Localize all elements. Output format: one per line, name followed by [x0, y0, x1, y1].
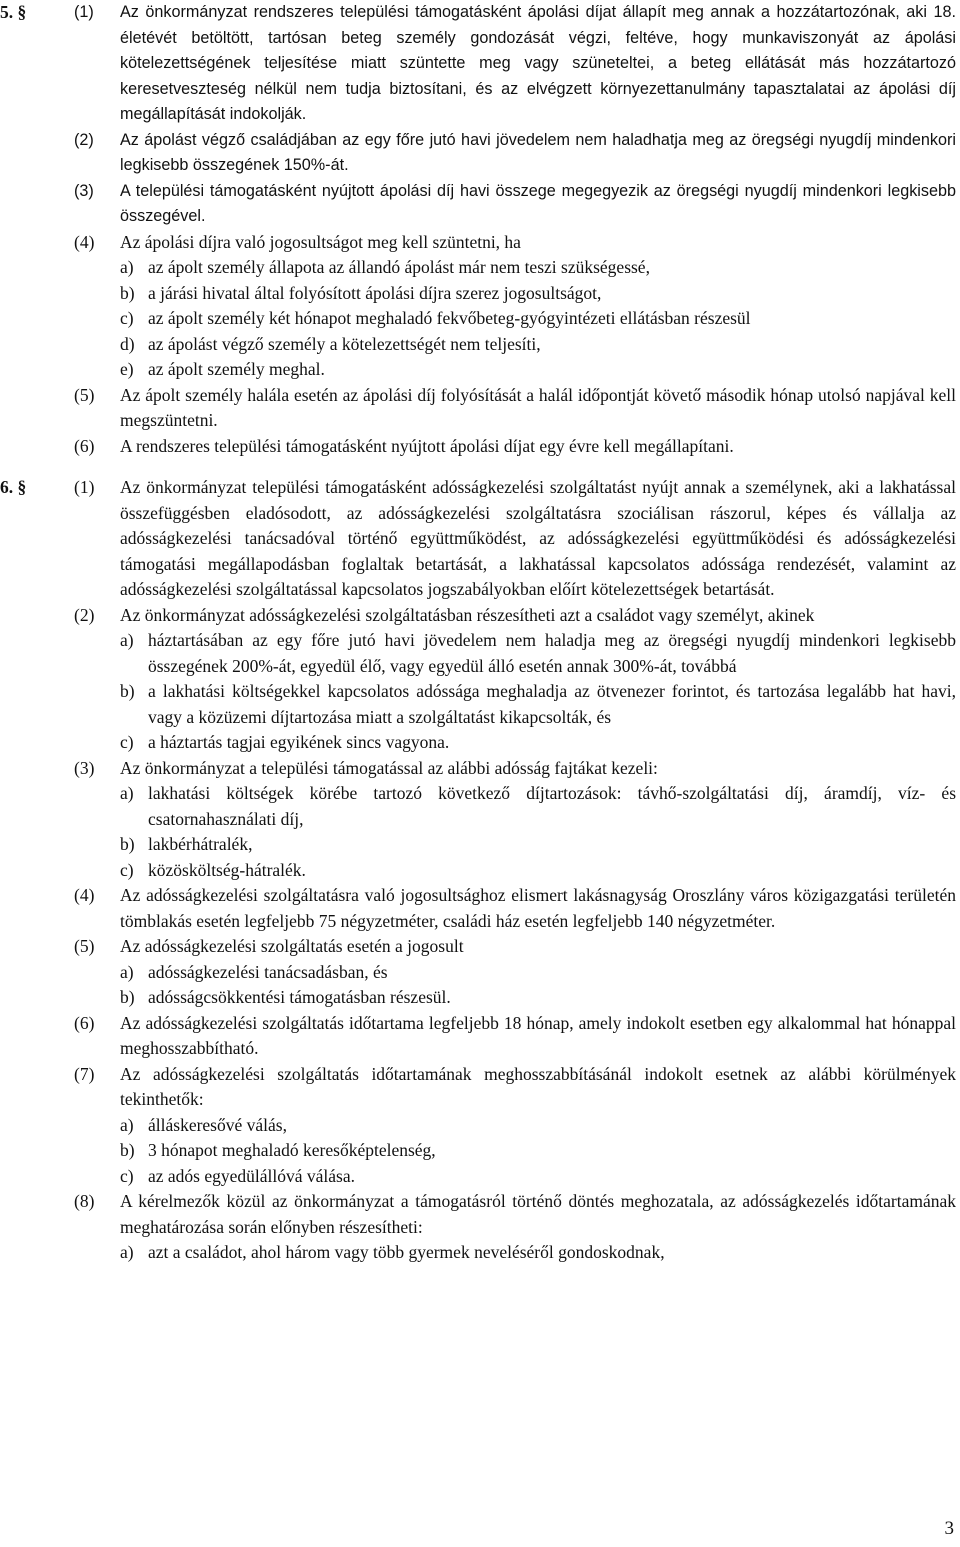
paragraph	[0, 883, 960, 934]
paragraph	[0, 0, 960, 128]
paragraph-number: (2)	[74, 604, 95, 625]
list-item-text: az ápolt személy két hónapot meghaladó fekvőbeteg-gyógyintézeti ellátásban részesül	[148, 308, 751, 328]
list-item-letter: a)	[120, 257, 134, 277]
list-item-text: háztartásában az egy főre jutó havi jövedelem nem haladja meg az öregségi nyugdíj mindenkori legkisebb összegének 200%-át, egyedül élő, vagy egyedül álló esetén annak 300%-át, továbbá	[148, 630, 956, 676]
paragraph	[0, 475, 960, 603]
list-item-text: lakhatási költségek körébe tartozó következő díjtartozások: távhő-szolgáltatási díj, áramdíj, víz- és csatornahasználati díj,	[148, 783, 956, 829]
list-item-text: 3 hónapot meghaladó keresőképtelenség,	[148, 1140, 436, 1160]
paragraph	[0, 434, 960, 460]
list-item-text: az ápolt személy meghal.	[148, 359, 325, 379]
list-item-text: az ápolt személy állapota az állandó ápolást már nem teszi szükségessé,	[148, 257, 650, 277]
list-item-letter: d)	[120, 333, 135, 354]
paragraph-text: Az önkormányzat települési támogatásként adósságkezelési szolgáltatást nyújt annak a személynek, aki a lakhatással összefüggésben eladósodott, az adósságkezelési szolgáltatásra szociálisan rászorul, képes és vállalja az adósságkezelési tanácsadóval történő együttműködést, az adósságkezelési együttműködési és adósságkezelési támogatási megállapodásban foglaltak betartását, a lakhatással kapcsolatos adóssága rendezését, valamint az adósságkezelési szolgáltatással kapcsolatos jogszabályokban előírt kötelezettségek betartását.	[120, 477, 956, 599]
paragraph-list	[0, 475, 960, 1266]
list-item	[0, 306, 960, 332]
list-item-text: azt a családot, ahol három vagy több gyermek neveléséről gondoskodnak,	[148, 1242, 665, 1262]
paragraph	[0, 756, 960, 782]
paragraph	[0, 1011, 960, 1062]
paragraph	[0, 383, 960, 434]
paragraph	[0, 128, 960, 179]
paragraph-text: Az adósságkezelési szolgáltatás időtartama legfeljebb 18 hónap, amely indokolt esetben egy alkalommal hat hónappal meghosszabbítható.	[120, 1012, 956, 1058]
list-item	[0, 730, 960, 756]
list-item	[0, 985, 960, 1011]
list-item-text: adósságcsökkentési támogatásban részesül.	[148, 987, 451, 1007]
paragraph-number: (3)	[74, 757, 95, 778]
paragraph-number: (8)	[74, 1191, 95, 1211]
list-item-text: közösköltség-hátralék.	[148, 859, 306, 880]
list-item	[0, 1113, 960, 1139]
list-item-letter: c)	[120, 1165, 134, 1186]
paragraph-number: (5)	[74, 936, 95, 956]
list-item-text: a háztartás tagjai egyikének sincs vagyona.	[148, 732, 450, 752]
paragraph	[0, 934, 960, 960]
list-item-letter: a)	[120, 961, 134, 982]
paragraph-text: Az önkormányzat a települési támogatással az alábbi adósság fajtákat kezeli:	[120, 757, 658, 778]
paragraph-number: (5)	[74, 384, 95, 405]
list-item	[0, 255, 960, 281]
paragraph-number: (2)	[74, 130, 94, 149]
section-gap	[0, 459, 960, 475]
paragraph-text: A rendszeres települési támogatásként nyújtott ápolási díjat egy évre kell megállapítani.	[120, 435, 734, 456]
list-item-text: lakbérhátralék,	[148, 834, 253, 854]
list-item	[0, 332, 960, 358]
list-item-letter: b)	[120, 1140, 135, 1160]
list-item-letter: a)	[120, 630, 134, 650]
paragraph-text: Az önkormányzat adósságkezelési szolgáltatásban részesítheti azt a családot vagy személyt, akinek	[120, 604, 815, 625]
section-number: 5. §	[0, 2, 27, 22]
paragraph-text: Az ápolást végző családjában az egy főre jutó havi jövedelem nem haladhatja meg az öregségi nyugdíj mindenkori legkisebb összegének 150%-át.	[120, 130, 956, 174]
list-item-text: a lakhatási költségekkel kapcsolatos adóssága meghaladja az ötvenezer forintot, és tartozása legalább hat havi, vagy a közüzemi díjtartozása miatt a szolgáltatást kikapcsolták, és	[148, 681, 956, 727]
list-item-text: a járási hivatal által folyósított ápolási díjra szerez jogosultságot,	[148, 282, 602, 303]
list-item-letter: c)	[120, 732, 134, 752]
list-item-letter: a)	[120, 1242, 134, 1262]
list-item-letter: b)	[120, 987, 135, 1007]
list-item-letter: e)	[120, 359, 134, 379]
paragraph-number: (1)	[74, 477, 95, 497]
section-number: 6. §	[0, 477, 27, 497]
list-item-letter: b)	[120, 282, 135, 303]
list-item-letter: c)	[120, 308, 134, 328]
list-item-text: az adós egyedülállóvá válása.	[148, 1165, 355, 1186]
paragraph-text: A kérelmezők közül az önkormányzat a támogatásról történő döntés meghozatala, az adósságkezelés időtartamának meghatározása során előnyben részesítheti:	[120, 1191, 956, 1237]
paragraph-text: Az ápolt személy halála esetén az ápolási díj folyósítását a halál időpontját követő második hónap utolsó napjával kell megszüntetni.	[120, 384, 956, 430]
paragraph-number: (1)	[74, 3, 94, 21]
paragraph-text: Az adósságkezelési szolgáltatás esetén a jogosult	[120, 936, 464, 956]
list-item-letter: c)	[120, 859, 134, 880]
paragraph-number: (6)	[74, 1012, 95, 1033]
list-item	[0, 281, 960, 307]
paragraph-text: Az adósságkezelési szolgáltatás időtartamának meghosszabbításánál indokolt esetnek az alábbi körülmények tekinthetők:	[120, 1063, 956, 1109]
page-number: 3	[944, 1518, 954, 1539]
list-item	[0, 832, 960, 858]
list-item	[0, 781, 960, 832]
paragraph	[0, 179, 960, 230]
paragraph	[0, 230, 960, 256]
paragraph-list	[0, 0, 960, 459]
list-item-letter: b)	[120, 681, 135, 701]
paragraph-number: (4)	[74, 885, 95, 905]
list-item	[0, 858, 960, 884]
paragraph	[0, 603, 960, 629]
paragraph-text: Az ápolási díjra való jogosultságot meg kell szüntetni, ha	[120, 231, 521, 252]
paragraph-number: (3)	[74, 181, 94, 200]
paragraph-text: Az önkormányzat rendszeres települési támogatásként ápolási díjat állapít meg annak a hozzátartozónak, aki 18. életévét betöltött, tartósan beteg személy gondozását végzi, feltéve, hogy munkaviszonyát az ápolási kötelezettségének teljesítése miatt szüntette meg vagy szüneteltei, a beteg ellátását más hozzátartozó keresetveszteség nélkül nem tudja biztosítani, és az elvégzett környezettanulmány tapasztalatai az ápolási díj megállapítását indokolják.	[120, 3, 956, 123]
list-item-text: adósságkezelési tanácsadásban, és	[148, 961, 388, 982]
paragraph-number: (7)	[74, 1063, 95, 1084]
list-item-text: álláskeresővé válás,	[148, 1114, 287, 1135]
paragraph	[0, 1189, 960, 1240]
list-item	[0, 1240, 960, 1266]
list-item	[0, 357, 960, 383]
paragraph-text: Az adósságkezelési szolgáltatásra való jogosultsághoz elismert lakásnagyság Oroszlány város közigazgatási területén tömblakás esetén legfeljebb 75 négyzetméter, családi ház esetén legfeljebb 140 négyzetméter.	[120, 885, 956, 931]
section-5	[0, 0, 960, 459]
paragraph-text: A települési támogatásként nyújtott ápolási díj havi összege megegyezik az öregségi nyugdíj mindenkori legkisebb összegével.	[120, 181, 956, 225]
list-item-letter: a)	[120, 1114, 134, 1135]
paragraph-number: (6)	[74, 435, 95, 456]
list-item	[0, 628, 960, 679]
list-item-letter: a)	[120, 783, 134, 803]
section-6	[0, 475, 960, 1266]
list-item	[0, 1164, 960, 1190]
list-item	[0, 679, 960, 730]
paragraph-number: (4)	[74, 231, 95, 252]
list-item-letter: b)	[120, 834, 135, 854]
list-item	[0, 1138, 960, 1164]
list-item-text: az ápolást végző személy a kötelezettségét nem teljesíti,	[148, 333, 541, 354]
paragraph	[0, 1062, 960, 1113]
list-item	[0, 960, 960, 986]
